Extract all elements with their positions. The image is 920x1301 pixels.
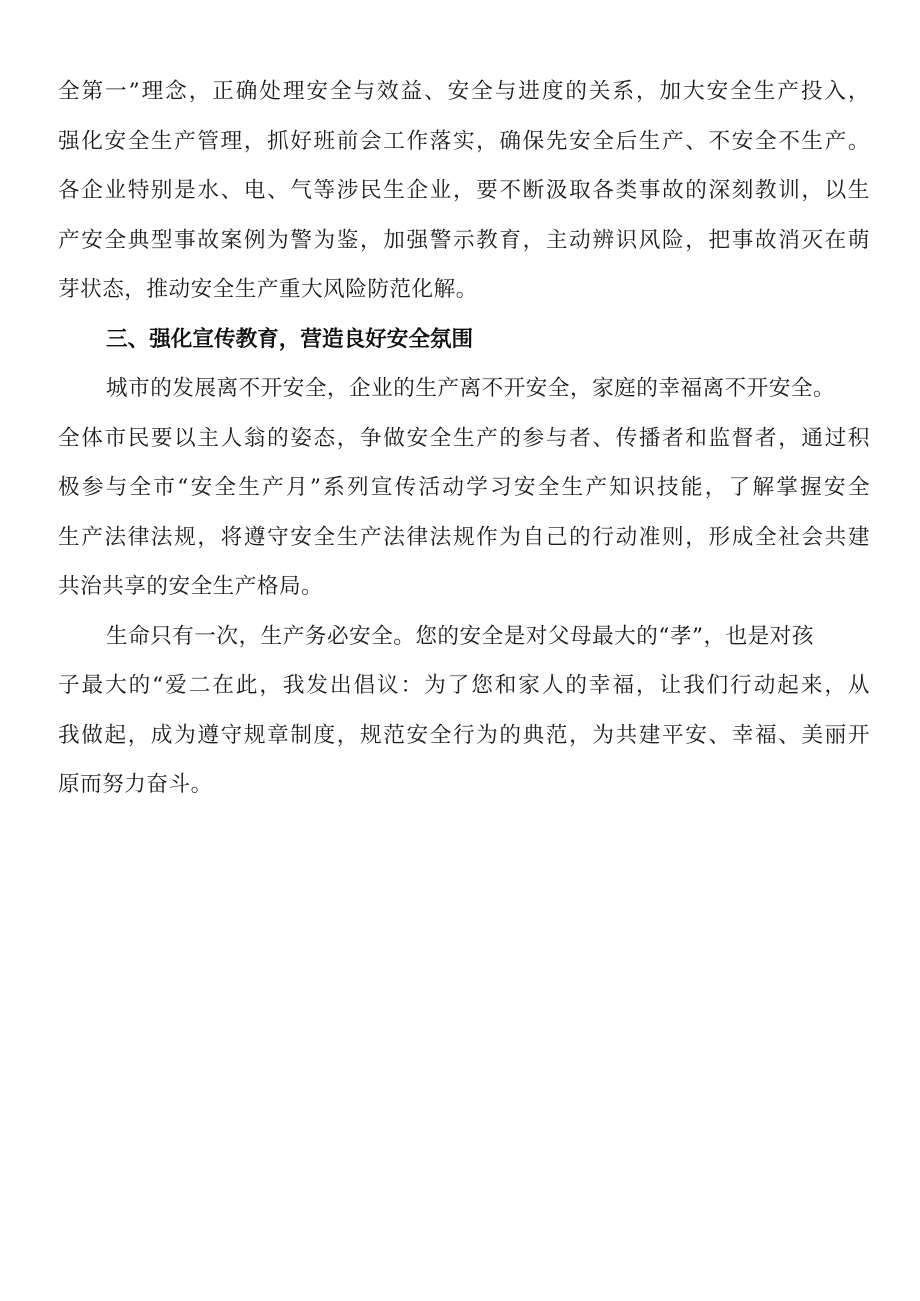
paragraph-line: 生命只有一次，生产务必安全。您的安全是对父母最大的“孝”，也是对孩 bbox=[106, 623, 814, 649]
paragraph-line: 原而努力奋斗。 bbox=[58, 772, 213, 797]
paragraph-city-safety bbox=[58, 371, 870, 619]
paragraph-safety-production bbox=[58, 74, 870, 322]
paragraph-line: 全第一”理念，正确处理安全与效益、安全与进度的关系，加大安全生产投入， bbox=[58, 79, 870, 104]
paragraph-line: 共治共享的安全生产格局。 bbox=[58, 574, 324, 599]
paragraph-line: 各企业特别是水、电、气等涉民生企业，要不断汲取各类事故的深刻教训，以生 bbox=[58, 178, 870, 203]
paragraph-line: 城市的发展离不开安全，企业的生产离不开安全，家庭的幸福离不开安全。 bbox=[106, 376, 836, 401]
paragraph-line: 产安全典型事故案例为警为鉴，加强警示教育，主动辨识风险，把事故消灭在萌 bbox=[58, 227, 870, 253]
paragraph-line: 全体市民要以主人翁的姿态，争做安全生产的参与者、传播者和监督者，通过积 bbox=[58, 425, 870, 451]
paragraph-line: 子最大的“爱二在此，我发出倡议：为了您和家人的幸福，让我们行动起来，从 bbox=[58, 673, 870, 698]
paragraph-line: 极参与全市“安全生产月”系列宣传活动学习安全生产知识技能，了解掌握安全 bbox=[58, 475, 870, 500]
section-heading: 三、强化宣传教育，营造良好安全氛围 bbox=[106, 326, 474, 352]
paragraph-line: 强化安全生产管理，抓好班前会工作落实，确保先安全后生产、不安全不生产。 bbox=[58, 128, 870, 154]
paragraph-line: 我做起，成为遵守规章制度，规范安全行为的典范，为共建平安、幸福、美丽开 bbox=[58, 722, 870, 748]
paragraph-initiative bbox=[58, 619, 870, 817]
paragraph-line: 芽状态，推动安全生产重大风险防范化解。 bbox=[58, 277, 478, 302]
document-body bbox=[58, 74, 870, 817]
paragraph-line: 生产法律法规，将遵守安全生产法律法规作为自己的行动准则，形成全社会共建 bbox=[58, 524, 870, 550]
